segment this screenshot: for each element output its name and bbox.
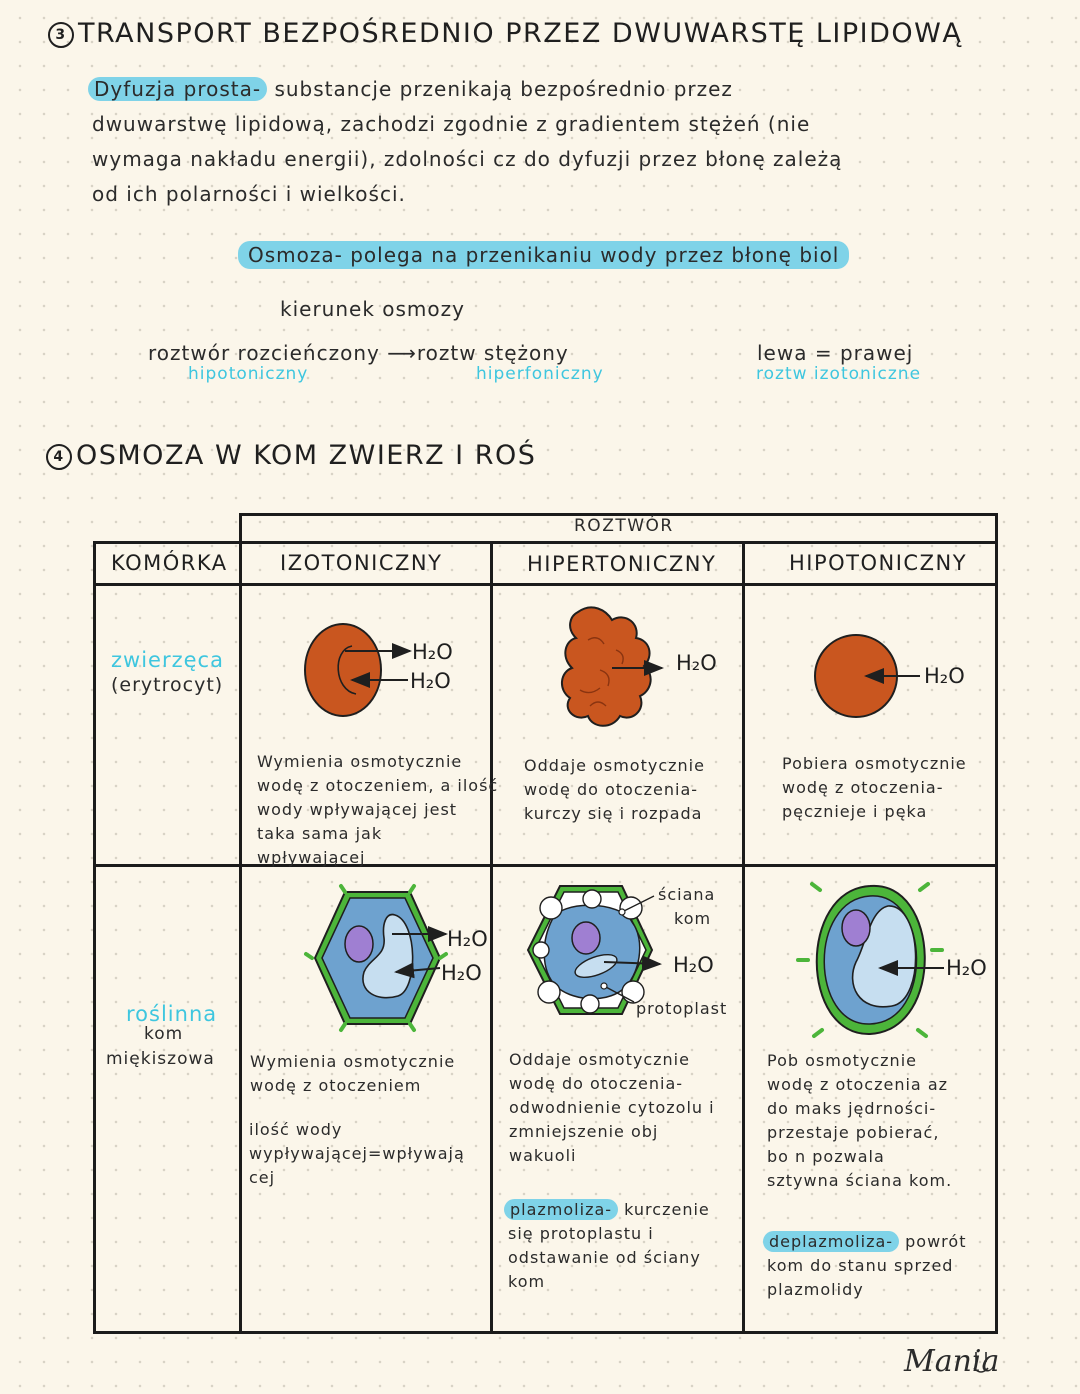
- water-label: H₂O: [673, 953, 714, 977]
- solution-group-header: ROZTWÓR: [574, 516, 674, 536]
- description-line: cej: [249, 1168, 276, 1187]
- description-line: wakuoli: [509, 1146, 577, 1165]
- row-label-animal: zwierzęca: [111, 648, 224, 672]
- section-3-title: TRANSPORT BEZPOŚREDNIO PRZEZ DWUWARSTĘ LIPIDOWĄ: [78, 18, 963, 49]
- deplasmolysis-term: deplazmoliza-: [763, 1231, 899, 1252]
- description-line: się protoplastu i: [508, 1224, 654, 1243]
- osmosis-definition-text: Osmoza- polega na przenikaniu wody przez błonę biol: [238, 241, 849, 269]
- hypotonic-label: hipotoniczny: [188, 364, 309, 384]
- description-line: wodę do otoczenia-: [509, 1074, 684, 1093]
- water-label: H₂O: [412, 640, 453, 664]
- description-line: zmniejszenie obj: [509, 1122, 659, 1141]
- description-line: sztywna ściana kom.: [767, 1171, 953, 1190]
- description-line: kurczenie: [624, 1200, 710, 1219]
- description-line: odstawanie od ściany: [508, 1248, 701, 1267]
- diffusion-line-3: wymaga nakładu energii), zdolności cz do dyfuzji przez błonę zależą: [92, 147, 843, 171]
- column-header-cell: KOMÓRKA: [111, 551, 228, 575]
- animal-hypertonic-description: [524, 754, 705, 826]
- description-line: przestaje pobierać,: [767, 1123, 940, 1142]
- author-signature: Mania: [904, 1344, 1000, 1379]
- plant-isotonic-description: [250, 1050, 455, 1098]
- cell-wall-label-line: kom: [674, 909, 712, 928]
- diffusion-line-4: od ich polarności i wielkości.: [92, 182, 406, 206]
- description-line: Pob osmotycznie: [767, 1051, 917, 1070]
- section-number-badge: 4: [46, 444, 72, 470]
- plasmolysis-term: plazmoliza-: [504, 1199, 618, 1220]
- row-label-plant: roślinna: [126, 1002, 218, 1026]
- dilute-solution: roztwór rozcieńczony: [148, 341, 380, 365]
- plasmolysis-definition: [504, 1198, 710, 1294]
- water-label: H₂O: [676, 651, 717, 675]
- row-sublabel-erythrocyte: (erytrocyt): [111, 674, 224, 696]
- description-line: odwodnienie cytozolu i: [509, 1098, 715, 1117]
- description-line: taka sama jak: [257, 824, 383, 843]
- water-label: H₂O: [946, 956, 987, 980]
- erythrocyte-hypertonic: [562, 607, 662, 725]
- animal-hypotonic-description: [782, 752, 967, 824]
- erythrocyte-isotonic: [305, 624, 410, 716]
- column-header-isotonic: IZOTONICZNY: [280, 551, 443, 575]
- plant-cell-hypotonic: [798, 884, 944, 1036]
- description-line: pęcznieje i pęka: [782, 802, 928, 821]
- plant-hypertonic-description: [509, 1048, 715, 1168]
- deplasmolysis-definition: [763, 1230, 966, 1302]
- plant-isotonic-water-balance: [249, 1118, 465, 1190]
- animal-isotonic-description: [257, 750, 498, 870]
- cell-wall-label: [658, 883, 715, 931]
- description-line: ilość wody: [249, 1120, 343, 1139]
- water-label: H₂O: [441, 961, 482, 985]
- protoplast-label: protoplast: [636, 999, 728, 1018]
- water-label: H₂O: [410, 669, 451, 693]
- description-line: kom do stanu sprzed: [767, 1256, 954, 1275]
- description-line: wodę do otoczenia-: [524, 780, 699, 799]
- description-line: wodę z otoczeniem: [250, 1076, 422, 1095]
- smiley-icon: [972, 1350, 992, 1376]
- description-line: Wymienia osmotycznie: [257, 752, 463, 771]
- section-number-badge: 3: [48, 22, 74, 48]
- description-line: Oddaje osmotycznie: [524, 756, 705, 775]
- column-header-hypotonic: HIPOTONICZNY: [789, 551, 968, 575]
- water-label: H₂O: [924, 664, 965, 688]
- osmosis-direction-label: kierunek osmozy: [280, 297, 465, 321]
- diffusion-line-1: substancje przenikają bezpośrednio przez: [274, 77, 733, 101]
- plant-cell-hypertonic: [528, 886, 660, 1014]
- isotonic-label: roztw izotoniczne: [756, 364, 922, 384]
- description-line: bo n pozwala: [767, 1147, 885, 1166]
- isotonic-equation: lewa = prawej: [757, 341, 914, 365]
- erythrocyte-hypotonic: [815, 635, 920, 717]
- description-line: plazmolidy: [767, 1280, 864, 1299]
- description-line: Oddaje osmotycznie: [509, 1050, 690, 1069]
- description-line: wody wpływającej jest: [257, 800, 458, 819]
- diffusion-line-2: dwuwarstwę lipidową, zachodzi zgodnie z gradientem stężeń (nie: [92, 112, 811, 136]
- cell-wall-label-line: ściana: [658, 885, 716, 904]
- description-line: wodę z otoczeniem, a ilość: [257, 776, 499, 795]
- section-4-title: OSMOZA W KOM ZWIERZ I ROŚ: [76, 440, 537, 471]
- description-line: Wymienia osmotycznie: [250, 1052, 456, 1071]
- hypertonic-label: hiperfoniczny: [476, 364, 604, 384]
- row-sublabel-plant-2: miękiszowa: [106, 1049, 215, 1069]
- row-sublabel-plant-1: kom: [144, 1024, 184, 1044]
- description-line: wodę z otoczenia az: [767, 1075, 949, 1094]
- description-line: Pobiera osmotycznie: [782, 754, 967, 773]
- plant-hypotonic-description: [767, 1049, 952, 1193]
- column-header-hypertonic: HIPERTONICZNY: [527, 552, 717, 576]
- concentrated-solution: roztw stężony: [416, 341, 569, 365]
- direction-arrow: ⟶: [387, 341, 417, 365]
- description-line: wypływającej=wpływają: [249, 1144, 465, 1163]
- description-line: wpływającej: [257, 848, 366, 867]
- water-label: H₂O: [447, 927, 488, 951]
- description-line: powrót: [905, 1232, 967, 1251]
- description-line: kurczy się i rozpada: [524, 804, 703, 823]
- description-line: wodę z otoczenia-: [782, 778, 944, 797]
- description-line: do maks jędrności-: [767, 1099, 937, 1118]
- diffusion-term: Dyfuzja prosta-: [88, 77, 267, 101]
- description-line: kom: [508, 1272, 546, 1291]
- plant-cell-isotonic: [306, 886, 446, 1030]
